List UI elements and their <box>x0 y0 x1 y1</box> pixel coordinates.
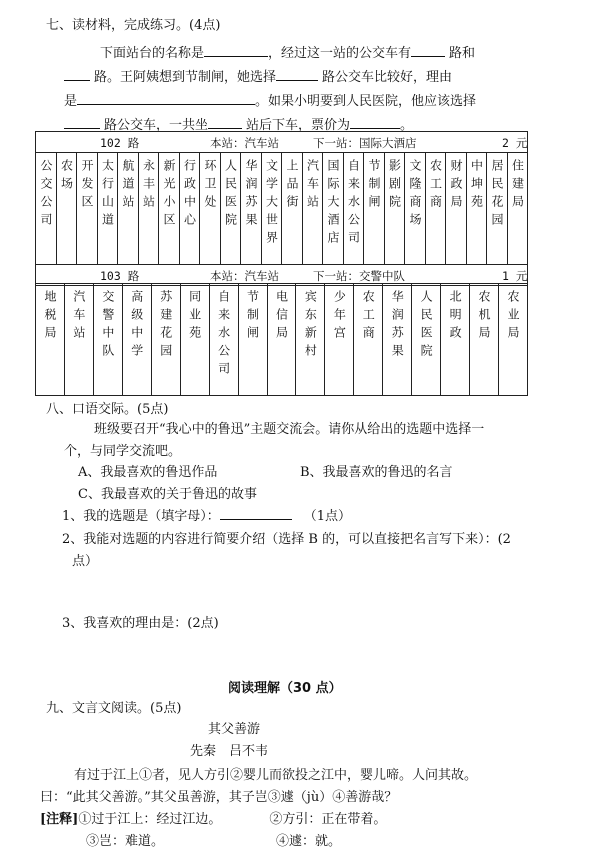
route-102-table <box>35 131 528 286</box>
notes-label: [注释] <box>40 812 79 827</box>
q8-sub2: 2、我能对选题的内容进行简要介绍（选择 B 的，可以直接把名言写下来）：(2 <box>62 532 511 547</box>
stop-name: 公交公司 <box>39 159 53 231</box>
q8-heading: 八、口语交际。(5点) <box>46 402 169 417</box>
stop-name: 宾东新村 <box>303 290 318 362</box>
stop-name: 人民医院 <box>223 159 238 231</box>
stop-cell <box>383 284 412 396</box>
stop-name: 北明政 <box>448 290 463 344</box>
q7-text: 下面站台的名称是 <box>100 46 205 61</box>
stop-cell <box>364 153 385 265</box>
q8-sub2-cont: 点） <box>72 554 99 569</box>
stop-cell <box>64 284 93 396</box>
stop-name: 华润苏果 <box>390 290 405 362</box>
stop-cell <box>425 153 446 265</box>
q9-heading: 九、文言文阅读。(5点) <box>46 701 182 716</box>
stop-cell <box>384 153 405 265</box>
hospital-route-blank[interactable] <box>64 116 100 129</box>
choice-route-blank[interactable] <box>276 68 318 81</box>
fare-blank[interactable] <box>350 116 400 129</box>
stop-name: 汽车站 <box>305 159 320 213</box>
option-b: B、我最喜欢的鲁迅的名言 <box>300 465 453 480</box>
stop-name: 文学大世界 <box>264 159 279 249</box>
stop-name: 自来水公司 <box>346 159 361 249</box>
route-blank-1[interactable] <box>411 44 445 57</box>
stop-name: 上品街 <box>285 159 299 213</box>
stop-cell <box>238 284 267 396</box>
stop-cell <box>487 153 508 265</box>
stop-cell <box>200 153 221 265</box>
passage-author: 先秦 吕不韦 <box>190 744 269 759</box>
current-stop: 本站：汽车站 <box>210 269 279 283</box>
q8-intro-2: 个，与同学交流吧。 <box>64 444 182 459</box>
stop-cell <box>151 284 180 396</box>
stop-name: 人民医院 <box>419 290 434 362</box>
stop-cell <box>323 153 344 265</box>
stop-name: 同业苑 <box>187 290 202 344</box>
stop-cell <box>77 153 98 265</box>
stop-cell <box>209 284 238 396</box>
stop-name: 国际大酒店 <box>326 159 340 249</box>
stop-cell <box>36 284 65 396</box>
stop-cell <box>56 153 77 265</box>
fare: 2 元 <box>502 136 528 150</box>
stops-count-blank[interactable] <box>208 116 242 129</box>
stop-cell <box>343 153 364 265</box>
stop-name: 交警中队 <box>100 290 115 362</box>
stop-name: 农场 <box>59 159 74 195</box>
stop-name: 农机局 <box>477 290 492 344</box>
q7-heading: 七、读材料，完成练习。(4点) <box>46 18 221 33</box>
stop-cell <box>446 153 467 265</box>
stop-name: 太行山道 <box>100 159 115 231</box>
reading-section-title: 阅读理解（30 点） <box>228 681 342 696</box>
option-c: C、我最喜欢的关于鲁迅的故事 <box>78 487 257 502</box>
next-stop: 下一站：国际大酒店 <box>313 136 417 150</box>
current-stop: 本站：汽车站 <box>210 136 279 150</box>
stop-cell <box>36 153 57 265</box>
stop-cell <box>138 153 159 265</box>
option-a: A、我最喜欢的鲁迅作品 <box>78 465 218 480</box>
stop-cell <box>405 153 426 265</box>
station-name-blank[interactable] <box>204 44 268 57</box>
q7-text: 是 <box>64 94 78 109</box>
stop-cell <box>241 153 262 265</box>
stop-cell <box>507 153 528 265</box>
note-item: ④遽：就。 <box>276 834 342 849</box>
q7-line1 <box>100 42 475 61</box>
stop-cell <box>261 153 282 265</box>
q8-intro-1: 班级要召开“我心中的鲁迅”主题交流会。请你从给出的选题中选择一 <box>94 422 485 437</box>
stop-name: 华润苏果 <box>244 159 258 231</box>
stop-name: 节制闸 <box>367 159 381 213</box>
stop-name: 电信局 <box>274 290 289 344</box>
stop-name: 文隆商场 <box>408 159 422 231</box>
passage-line-2: 曰：“此其父善游。”其父虽善游，其子岂③遽（jù）④善游哉？ <box>40 790 398 805</box>
stop-cell <box>302 153 323 265</box>
stop-cell <box>180 284 209 396</box>
stop-name: 汽车站 <box>71 290 86 344</box>
q8-text: （1点） <box>303 509 352 524</box>
stop-cell <box>179 153 200 265</box>
q8-sub3: 3、我喜欢的理由是：(2点) <box>62 616 219 631</box>
stop-cell <box>325 284 354 396</box>
stop-name: 新光小区 <box>162 159 176 231</box>
q8-sub1 <box>62 505 351 524</box>
stop-name: 财政局 <box>449 159 463 213</box>
stop-cell <box>267 284 296 396</box>
stop-cell <box>282 153 303 265</box>
q8-text: 1、我的选题是（填字母）： <box>62 509 220 524</box>
stop-name: 中坤苑 <box>469 159 484 213</box>
stop-cell <box>354 284 383 396</box>
stop-name: 行政中心 <box>182 159 197 231</box>
q7-line3 <box>64 90 476 109</box>
topic-choice-blank[interactable] <box>220 507 292 520</box>
stop-cell <box>296 284 325 396</box>
stop-name: 高级中学 <box>129 290 144 362</box>
stop-cell <box>122 284 151 396</box>
stop-name: 农业局 <box>505 290 520 344</box>
route-102-header <box>36 132 528 153</box>
stop-name: 自来水公司 <box>216 290 231 380</box>
q7-line2 <box>64 66 452 85</box>
reason-blank[interactable] <box>77 92 255 105</box>
stop-cell <box>466 153 487 265</box>
passage-title: 其父善游 <box>208 722 261 737</box>
stop-name: 居民花园 <box>490 159 504 231</box>
route-103-table <box>35 283 528 396</box>
stop-cell <box>118 153 139 265</box>
stop-cell <box>220 153 241 265</box>
stop-cell <box>499 284 528 396</box>
q7-text: 路和 <box>449 46 476 61</box>
stop-name: 地税局 <box>42 290 57 344</box>
stop-name: 苏建花园 <box>158 290 173 362</box>
fare: 1 元 <box>502 269 528 283</box>
note-item: ①过于江上：经过江边。 <box>78 812 222 827</box>
stop-name: 少年宫 <box>332 290 347 344</box>
stop-cell <box>441 284 470 396</box>
note-item: ③岂：难道。 <box>86 834 165 849</box>
route-number: 103 路 <box>100 269 140 283</box>
stop-name: 影剧院 <box>387 159 402 213</box>
stop-name: 住建局 <box>510 159 525 213</box>
stop-name: 环卫处 <box>203 159 217 213</box>
stop-cell <box>470 284 499 396</box>
stop-cell <box>93 284 122 396</box>
q7-text: 路公交车，一共坐 <box>104 118 209 133</box>
q7-text: ，经过这一站的公交车有 <box>268 46 412 61</box>
stop-cell <box>412 284 441 396</box>
stop-name: 永丰站 <box>141 159 156 213</box>
route-blank-2[interactable] <box>64 68 90 81</box>
route-number: 102 路 <box>100 136 140 150</box>
q7-text: 。如果小明要到人民医院，他应该选择 <box>255 94 477 109</box>
stop-name: 农工商 <box>361 290 376 344</box>
q7-text: 路公交车比较好，理由 <box>322 70 453 85</box>
q7-text: 站后下车，票价为 <box>246 118 351 133</box>
stop-name: 节制闸 <box>245 290 260 344</box>
passage-line-1: 有过于江上①者，见人方引②婴儿而欲投之江中，婴儿啼。人问其故。 <box>74 768 478 783</box>
stop-cell <box>97 153 118 265</box>
next-stop: 下一站：交警中队 <box>313 269 405 283</box>
q7-text: 路。王阿姨想到节制闸，她选择 <box>94 70 277 85</box>
note-item: ②方引：正在带着。 <box>269 812 387 827</box>
stop-name: 开发区 <box>80 159 94 213</box>
notes-row-1 <box>40 808 386 827</box>
stop-cell <box>159 153 180 265</box>
q7-text: 。 <box>400 118 414 133</box>
stop-name: 农工商 <box>428 159 443 213</box>
notes-row-2 <box>86 830 341 849</box>
stop-name: 航道站 <box>121 159 135 213</box>
